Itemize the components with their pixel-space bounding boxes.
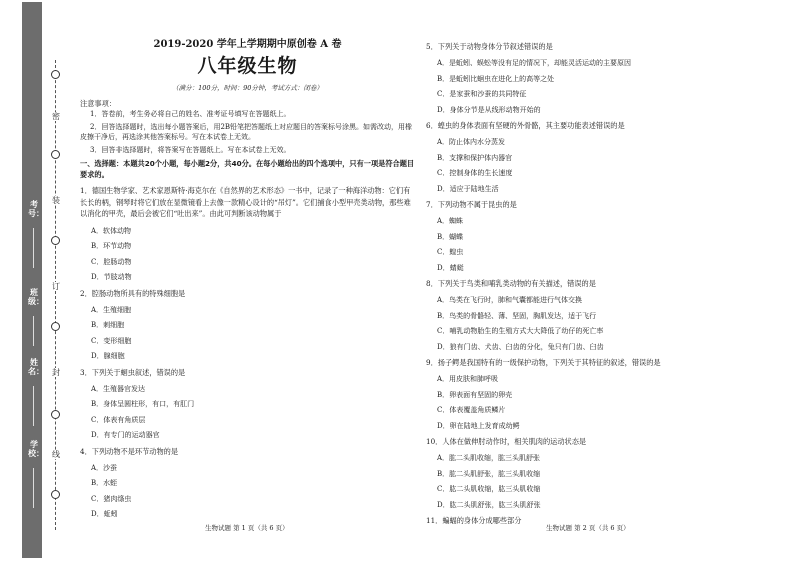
question-option[interactable]: A．蜘蛛 bbox=[437, 217, 464, 225]
question-stem: 11．蝙蝠的身体分成哪些部分 bbox=[426, 516, 522, 525]
binding-band bbox=[22, 2, 42, 558]
seal-word: 装 bbox=[52, 196, 60, 205]
seal-line bbox=[55, 60, 56, 530]
question-option[interactable]: D．身体分节是从线形动物开始的 bbox=[437, 105, 541, 114]
question-stem: 8．下列关于鸟类和哺乳类动物的有关描述，错误的是 bbox=[426, 279, 596, 288]
question-3 bbox=[80, 367, 415, 441]
right-column bbox=[426, 41, 766, 532]
question-option[interactable]: D．卵在陆地上发育成幼鳄 bbox=[437, 421, 520, 430]
question-option[interactable]: C．肱二头肌收缩，肱三头肌收缩 bbox=[437, 485, 541, 493]
question-option[interactable]: C．蝗虫 bbox=[437, 248, 464, 256]
question-6 bbox=[426, 120, 766, 194]
notice-item: 3．回答非选择题时，将答案写在答题纸上。写在本试卷上无效。 bbox=[90, 146, 291, 154]
notice-item: 2．回答选择题时，选出每小题答案后，用2B铅笔把答题纸上对应题目的答案标号涂黑。如需改动，用橡皮擦干净后，再选涂其他答案标号。写在本试卷上无效。 bbox=[80, 123, 413, 141]
school-line[interactable] bbox=[33, 468, 34, 508]
exam-number-line[interactable] bbox=[33, 228, 34, 268]
name-line[interactable] bbox=[33, 386, 34, 426]
page-footer-right: 生物试题 第 2 页（共 6 页） bbox=[546, 524, 630, 532]
question-option[interactable]: D．蜻蜓 bbox=[437, 263, 464, 272]
question-option[interactable]: C．哺乳动物胎生的生殖方式大大降低了幼仔的死亡率 bbox=[437, 327, 604, 335]
question-option[interactable]: B．水蛭 bbox=[91, 479, 118, 487]
question-option[interactable]: B．是蚯蚓比蛔虫在进化上的高等之处 bbox=[437, 74, 555, 83]
name-label: 姓名： bbox=[28, 357, 44, 376]
question-option[interactable]: D．肱二头肌舒张，肱三头肌舒张 bbox=[437, 500, 541, 509]
notice-title: 注意事项： bbox=[80, 99, 116, 108]
question-1 bbox=[80, 185, 415, 282]
question-stem: 2．腔肠动物所具有的特殊细胞是 bbox=[80, 288, 186, 298]
seal-word: 线 bbox=[52, 450, 60, 459]
question-7 bbox=[426, 199, 766, 273]
question-stem: 9．扬子鳄是我国特有的一级保护动物，下列关于其特征的叙述，错误的是 bbox=[426, 358, 661, 367]
exam-meta: （满分：100分，时间：90分钟，考试方式：闭卷） bbox=[172, 84, 323, 92]
seal-circle bbox=[51, 70, 60, 79]
question-option[interactable]: A．生殖器官发达 bbox=[91, 384, 146, 393]
question-option[interactable]: A．沙蚕 bbox=[91, 463, 118, 472]
seal-circle bbox=[51, 236, 60, 245]
question-8 bbox=[426, 278, 766, 352]
seal-circle bbox=[51, 322, 60, 331]
question-option[interactable]: B．蝴蝶 bbox=[437, 232, 464, 241]
question-option[interactable]: C．体表覆盖角质鳞片 bbox=[437, 406, 506, 414]
class-line[interactable] bbox=[33, 316, 34, 346]
seal-circle bbox=[51, 410, 60, 419]
class-label: 班级： bbox=[28, 287, 44, 306]
question-option[interactable]: D．腺细胞 bbox=[91, 352, 125, 360]
question-option[interactable]: B．鸟类的骨骼轻、薄、坚固，胸肌发达，适于飞行 bbox=[437, 311, 597, 320]
question-stem: 3．下列关于蛔虫叙述，错误的是 bbox=[80, 367, 186, 377]
section-title: 一、选择题：本题共20个小题，每小题2分，共40分。在每小题给出的四个选项中，只有一项是符合题目要求的。 bbox=[80, 159, 415, 179]
question-stem: 5．下列关于动物身体分节叙述错误的是 bbox=[426, 42, 553, 51]
question-option[interactable]: C．腔肠动物 bbox=[91, 257, 132, 266]
question-option[interactable]: B．卵表面有坚固的卵壳 bbox=[437, 390, 513, 399]
question-option[interactable]: C．体表有角质层 bbox=[91, 415, 146, 424]
question-option[interactable]: B．刺细胞 bbox=[91, 321, 125, 329]
question-option[interactable]: C．猪肉绦虫 bbox=[91, 494, 132, 503]
question-option[interactable]: B．肱二头肌舒张，肱三头肌收缩 bbox=[437, 469, 541, 478]
question-option[interactable]: B．环节动物 bbox=[91, 242, 132, 250]
question-5 bbox=[426, 41, 766, 115]
seal-circle bbox=[51, 150, 60, 159]
binding-strip bbox=[0, 0, 67, 562]
exam-number-label: 考号： bbox=[28, 199, 44, 218]
question-option[interactable]: A．用皮肤和肺呼吸 bbox=[437, 375, 499, 383]
page-footer-left: 生物试题 第 1 页（共 6 页） bbox=[205, 524, 289, 532]
question-option[interactable]: D．节肢动物 bbox=[91, 273, 132, 281]
question-option[interactable]: C．是家蚕和沙蚕的共同特征 bbox=[437, 90, 527, 98]
question-option[interactable]: D．蚯蚓 bbox=[91, 510, 118, 518]
question-option[interactable]: C．变形细胞 bbox=[91, 336, 132, 345]
question-option[interactable]: D．狼有门齿、犬齿、臼齿的分化，兔只有门齿、臼齿 bbox=[437, 342, 604, 351]
question-option[interactable]: A．软体动物 bbox=[91, 226, 132, 235]
question-10 bbox=[426, 436, 766, 510]
exam-subject-title: 八年级生物 bbox=[197, 55, 298, 77]
school-label: 学校： bbox=[28, 439, 44, 458]
question-option[interactable]: D．适应于陆地生活 bbox=[437, 184, 499, 193]
question-option[interactable]: B．支撑和保护体内器官 bbox=[437, 153, 513, 162]
notice-item: 1．答卷前，考生务必将自己的姓名、准考证号填写在答题纸上。 bbox=[90, 110, 291, 118]
seal-circle bbox=[51, 490, 60, 499]
question-option[interactable]: C．控制身体的生长速度 bbox=[437, 169, 513, 177]
seal-word: 订 bbox=[52, 282, 60, 291]
question-2 bbox=[80, 288, 415, 362]
question-option[interactable]: A．生殖细胞 bbox=[91, 305, 132, 314]
question-stem: 1．德国生物学家、艺术家恩斯特·海克尔在《自然界的艺术形态》一书中，记录了一种海洋动物：它们有长长的柄，钢琴时将它们放在显微镜看上去像一款精心设计的“吊灯”。它们捕食小型甲壳类动物，那些难以消化的甲壳，最后会被它们“吐出来”。由此可判断该动物属于 bbox=[80, 186, 411, 218]
seal-word: 封 bbox=[52, 368, 60, 377]
exam-name: 2019-2020 学年上学期期中原创卷 A 卷 bbox=[153, 39, 342, 50]
question-option[interactable]: A．鸟类在飞行时，肺和气囊都能进行气体交换 bbox=[437, 296, 583, 304]
question-option[interactable]: A．是蚯蚓、蜈蚣等没有足的情况下，却能灵活运动的主要原因 bbox=[437, 59, 632, 67]
question-option[interactable]: B．身体呈圆柱形，有口，有肛门 bbox=[91, 400, 195, 408]
question-option[interactable]: A．肱二头肌收缩，肱三头肌舒张 bbox=[437, 454, 541, 462]
question-option[interactable]: D．有专门的运动器官 bbox=[91, 431, 160, 439]
question-9 bbox=[426, 357, 766, 431]
question-4 bbox=[80, 446, 415, 520]
question-stem: 6．蝗虫的身体表面有坚硬的外骨骼，其主要功能表述错误的是 bbox=[426, 121, 625, 130]
seal-word: 密 bbox=[52, 112, 60, 121]
question-stem: 7．下列动物不属于昆虫的是 bbox=[426, 200, 517, 209]
question-stem: 10．人体在做伸肘动作时，相关肌肉的运动状态是 bbox=[426, 437, 587, 446]
question-option[interactable]: A．防止体内水分蒸发 bbox=[437, 138, 506, 146]
left-column bbox=[80, 38, 415, 525]
question-stem: 4．下列动物不是环节动物的是 bbox=[80, 446, 179, 456]
